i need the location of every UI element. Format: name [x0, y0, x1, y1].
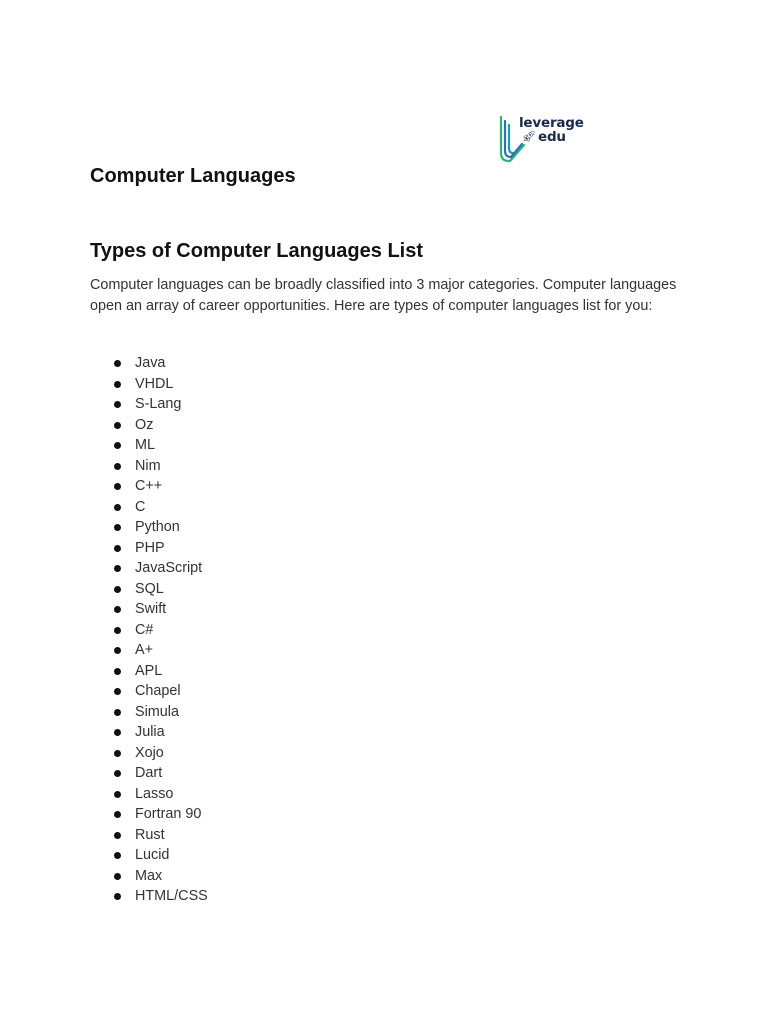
- list-item: [90, 640, 208, 661]
- bullet-icon: [114, 606, 121, 613]
- list-item-label: Xojo: [135, 744, 164, 761]
- list-item-label: Lasso: [135, 785, 174, 802]
- list-item: [90, 743, 208, 764]
- list-item: [90, 845, 208, 866]
- list-item: [90, 497, 208, 518]
- languages-list: [90, 353, 208, 907]
- list-item-label: Lucid: [135, 847, 170, 863]
- bullet-icon: [114, 647, 121, 654]
- bullet-icon: [114, 422, 121, 429]
- list-item-label: Fortran 90: [135, 806, 202, 822]
- intro-paragraph: Computer languages can be broadly classified into 3 major categories. Computer languages open an array of career opportunities. Here are types of computer languages list for you:: [90, 277, 677, 314]
- list-item-label: Chapel: [135, 683, 181, 699]
- list-item: [90, 722, 208, 743]
- list-item-label: ML: [135, 437, 155, 453]
- list-item-label: Nim: [135, 457, 161, 474]
- list-item: [90, 620, 208, 641]
- list-item: [90, 681, 208, 702]
- bullet-icon: [114, 750, 121, 757]
- bullet-icon: [114, 688, 121, 695]
- list-item-label: Julia: [135, 724, 165, 740]
- bullet-icon: [114, 463, 121, 470]
- list-item-label: C++: [135, 478, 163, 494]
- bullet-icon: [114, 811, 121, 818]
- logo-text-edu: edu: [538, 129, 566, 145]
- leverage-edu-logo: [498, 115, 598, 165]
- list-item: [90, 517, 208, 538]
- list-item: [90, 435, 208, 456]
- logo-text-leverage: leverage: [519, 115, 584, 131]
- list-item-label: Simula: [135, 703, 179, 720]
- list-item: [90, 784, 208, 805]
- list-item-label: Max: [135, 867, 163, 884]
- bullet-icon: [114, 504, 121, 511]
- list-item-label: Swift: [135, 601, 167, 617]
- bullet-icon: [114, 565, 121, 572]
- bullet-icon: [114, 524, 121, 531]
- list-item: [90, 763, 208, 784]
- list-item: [90, 374, 208, 395]
- list-item-label: APL: [135, 662, 163, 679]
- bullet-icon: [114, 770, 121, 777]
- list-item-label: VHDL: [135, 375, 174, 392]
- list-item-label: HTML/CSS: [135, 888, 208, 904]
- list-item-label: Rust: [135, 826, 165, 843]
- list-item: [90, 415, 208, 436]
- list-item-label: C#: [135, 621, 154, 638]
- list-item-label: Python: [135, 519, 180, 535]
- list-item: [90, 599, 208, 620]
- bullet-icon: [114, 852, 121, 859]
- list-item: [90, 866, 208, 887]
- bullet-icon: [114, 360, 121, 367]
- list-item: [90, 538, 208, 559]
- section-title: Types of Computer Languages List: [90, 240, 423, 262]
- list-item: [90, 804, 208, 825]
- list-item: [90, 702, 208, 723]
- list-item-label: Dart: [135, 765, 163, 781]
- bullet-icon: [114, 668, 121, 675]
- bullet-icon: [114, 442, 121, 449]
- document-title: Computer Languages: [90, 165, 296, 187]
- list-item-label: A+: [135, 642, 154, 658]
- bullet-icon: [114, 832, 121, 839]
- list-item: [90, 558, 208, 579]
- list-item: [90, 394, 208, 415]
- bullet-icon: [114, 627, 121, 634]
- list-item: [90, 886, 208, 907]
- bullet-icon: [114, 483, 121, 490]
- list-item: [90, 579, 208, 600]
- list-item-label: JavaScript: [135, 560, 203, 576]
- list-item: [90, 825, 208, 846]
- bullet-icon: [114, 401, 121, 408]
- list-item-label: SQL: [135, 580, 164, 597]
- list-item-label: C: [135, 498, 146, 515]
- list-item-label: Java: [135, 355, 166, 371]
- bullet-icon: [114, 873, 121, 880]
- bullet-icon: [114, 791, 121, 798]
- bullet-icon: [114, 545, 121, 552]
- bullet-icon: [114, 381, 121, 388]
- list-item: [90, 476, 208, 497]
- bullet-icon: [114, 586, 121, 593]
- bullet-icon: [114, 893, 121, 900]
- list-item: [90, 456, 208, 477]
- list-item-label: Oz: [135, 416, 154, 433]
- bullet-icon: [114, 729, 121, 736]
- rocket-icon: 🚀︎: [522, 131, 536, 143]
- bullet-icon: [114, 709, 121, 716]
- list-item: [90, 353, 208, 374]
- list-item-label: PHP: [135, 539, 165, 556]
- list-item: [90, 661, 208, 682]
- list-item-label: S-Lang: [135, 396, 182, 412]
